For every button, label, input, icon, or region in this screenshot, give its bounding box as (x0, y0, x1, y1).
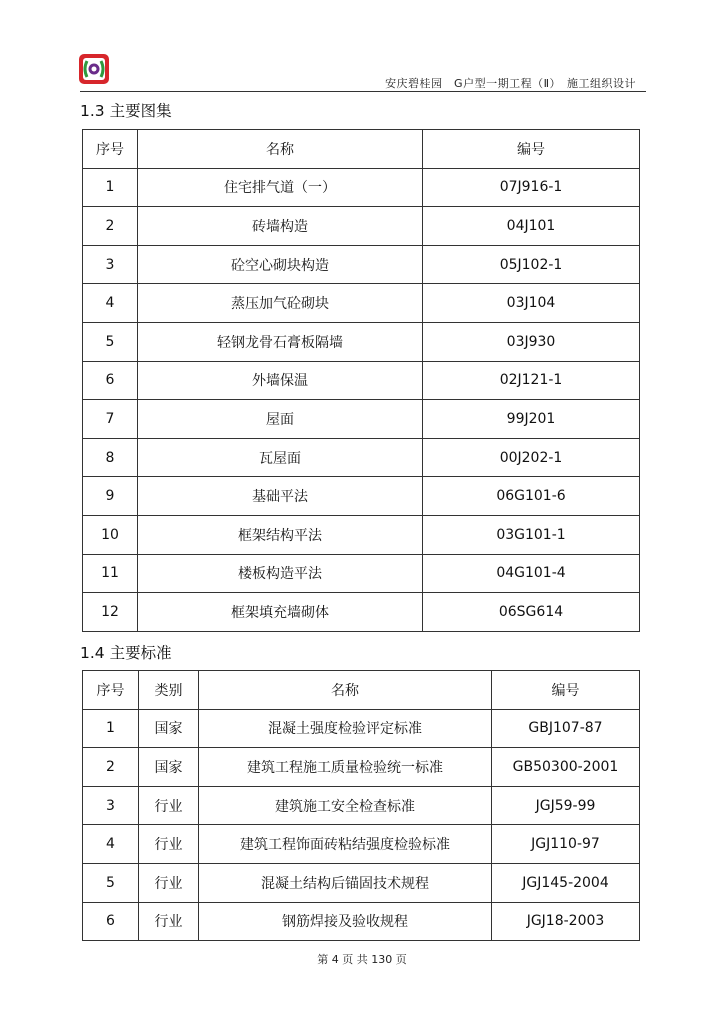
table-row (83, 361, 640, 400)
table-cell: 06SG614 (423, 593, 640, 632)
table-cell: 基础平法 (138, 477, 423, 516)
table-cell: 钢筋焊接及验收规程 (199, 902, 492, 941)
table-row (83, 554, 640, 593)
table-cell: 6 (83, 902, 139, 941)
table-cell: 砖墙构造 (138, 207, 423, 246)
table-header-row (83, 130, 640, 169)
column-header: 编号 (492, 671, 640, 710)
table-cell: 12 (83, 593, 138, 632)
table-cell: 1 (83, 168, 138, 207)
table-cell: 行业 (139, 825, 199, 864)
table-row (83, 284, 640, 323)
table-cell: 99J201 (423, 400, 640, 439)
table-cell: 国家 (139, 709, 199, 748)
table-cell: 10 (83, 515, 138, 554)
column-header: 序号 (83, 130, 138, 169)
table-cell: 00J202-1 (423, 438, 640, 477)
table-cell: 行业 (139, 902, 199, 941)
table-cell: 03J104 (423, 284, 640, 323)
table-cell: 02J121-1 (423, 361, 640, 400)
table-row (83, 593, 640, 632)
table-cell: 05J102-1 (423, 245, 640, 284)
table-header-row (83, 671, 640, 710)
table-cell: 框架填充墙砌体 (138, 593, 423, 632)
table-cell: 6 (83, 361, 138, 400)
table-cell: 4 (83, 825, 139, 864)
standards-table (82, 670, 640, 941)
table-cell: 04J101 (423, 207, 640, 246)
table-cell: 轻钢龙骨石膏板隔墙 (138, 322, 423, 361)
table-row (83, 709, 640, 748)
table-cell: 混凝土强度检验评定标准 (199, 709, 492, 748)
table-cell: 建筑工程施工质量检验统一标准 (199, 748, 492, 787)
table-row (83, 748, 640, 787)
column-header: 序号 (83, 671, 139, 710)
table-cell: 3 (83, 245, 138, 284)
header-divider (80, 91, 646, 92)
table-cell: 5 (83, 322, 138, 361)
table-cell: 03J930 (423, 322, 640, 361)
table-row (83, 863, 640, 902)
table-cell: 5 (83, 863, 139, 902)
table-cell: 03G101-1 (423, 515, 640, 554)
table-cell: 住宅排气道（一） (138, 168, 423, 207)
document-header-title: 安庆碧桂园 G户型一期工程（Ⅱ） 施工组织设计 (385, 77, 636, 90)
table-row (83, 245, 640, 284)
table-cell: 楼板构造平法 (138, 554, 423, 593)
table-cell: 蒸压加气砼砌块 (138, 284, 423, 323)
table-cell: 1 (83, 709, 139, 748)
table-cell: 砼空心砌块构造 (138, 245, 423, 284)
table-cell: 外墙保温 (138, 361, 423, 400)
table-cell: 8 (83, 438, 138, 477)
column-header: 名称 (138, 130, 423, 169)
table-cell: GB50300-2001 (492, 748, 640, 787)
table-cell: JGJ59-99 (492, 786, 640, 825)
table-cell: 3 (83, 786, 139, 825)
table-row (83, 400, 640, 439)
column-header: 类别 (139, 671, 199, 710)
table-row (83, 207, 640, 246)
section-heading-standards: 1.4 主要标准 (80, 644, 172, 662)
column-header: 编号 (423, 130, 640, 169)
table-row (83, 438, 640, 477)
table-cell: 2 (83, 748, 139, 787)
table-row (83, 168, 640, 207)
table-cell: 国家 (139, 748, 199, 787)
table-cell: JGJ18-2003 (492, 902, 640, 941)
company-logo-icon (78, 53, 110, 85)
table-cell: 行业 (139, 863, 199, 902)
table-cell: 屋面 (138, 400, 423, 439)
table-cell: 建筑施工安全检查标准 (199, 786, 492, 825)
table-cell: 07J916-1 (423, 168, 640, 207)
table-row (83, 515, 640, 554)
table-cell: GBJ107-87 (492, 709, 640, 748)
column-header: 名称 (199, 671, 492, 710)
table-row (83, 825, 640, 864)
table-cell: 框架结构平法 (138, 515, 423, 554)
table-cell: 4 (83, 284, 138, 323)
table-cell: 行业 (139, 786, 199, 825)
table-cell: 瓦屋面 (138, 438, 423, 477)
table-row (83, 786, 640, 825)
table-row (83, 322, 640, 361)
table-cell: 9 (83, 477, 138, 516)
section-heading-atlas: 1.3 主要图集 (80, 102, 172, 120)
table-row (83, 902, 640, 941)
atlas-table (82, 129, 640, 632)
table-cell: 2 (83, 207, 138, 246)
table-cell: 06G101-6 (423, 477, 640, 516)
table-row (83, 477, 640, 516)
table-cell: 04G101-4 (423, 554, 640, 593)
table-cell: 混凝土结构后锚固技术规程 (199, 863, 492, 902)
table-cell: JGJ110-97 (492, 825, 640, 864)
table-cell: JGJ145-2004 (492, 863, 640, 902)
page-footer: 第 4 页 共 130 页 (317, 953, 407, 966)
table-cell: 建筑工程饰面砖粘结强度检验标准 (199, 825, 492, 864)
table-cell: 11 (83, 554, 138, 593)
table-cell: 7 (83, 400, 138, 439)
